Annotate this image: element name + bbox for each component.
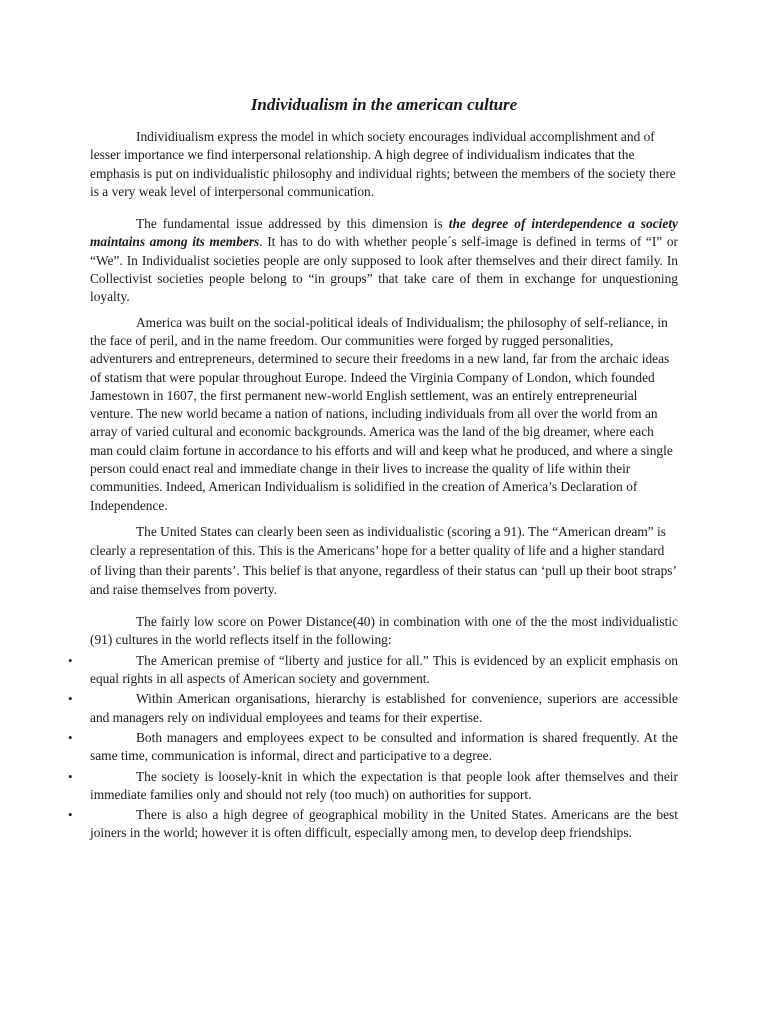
list-item — [68, 806, 678, 843]
list-item-text: Both managers and employees expect to be consulted and information is shared frequently. At the same time, communication is informal, direct and participative to a degree. — [90, 729, 678, 764]
paragraph-america-history: America was built on the social-political ideals of Individualism; the philosophy of self-reliance, in the face of peril, and in the name freedom. Our communities were forged by rugged personalities, adventurers and entrepreneurs, determined to secure their freedoms in a new land, far from the archaic ideas of statism that were popular throughout Europe. Indeed the Virginia Company of London, which founded Jamestown in 1607, the first permanent new-world English settlement, was an entirely entrepreneurial venture. The new world became a nation of nations, including individuals from all over the world from an array of varied cultural and economic backgrounds. America was the land of the big dreamer, where each man could claim fortune in accordance to his efforts and will and keep what he produced, and where a single person could enact real and immediate change in their lives to increase the quality of life within their communities. Indeed, American Individualism is solidified in the creation of America’s Declaration of Independence. — [90, 314, 673, 513]
bullet-list — [68, 652, 678, 843]
list-item — [68, 768, 678, 805]
list-item — [68, 690, 678, 727]
bullet-icon: • — [68, 652, 73, 668]
paragraph-fundamental-issue — [90, 215, 678, 306]
list-item-text: Within American organisations, hierarchy is established for convenience, superiors are accessible and managers rely on individual employees and teams for their expertise. — [90, 691, 678, 725]
emphasized-phrase: the degree of interdependence a society maintains among its members — [90, 216, 678, 250]
paragraph-text: . It has to do with whether people´s self-image is defined in terms of “I” or “We”. In Individualist societies people are only supposed to look after themselves and their direct family. In Collectivist societies people belong to “in groups” that take care of them in exchange for unquestioning loyalty. — [90, 234, 678, 305]
bullet-icon: • — [68, 729, 73, 745]
bullet-icon: • — [68, 691, 73, 707]
list-item-text: There is also a high degree of geographical mobility in the United States. Americans are the best joiners in the world; however it is often difficult, especially among men, to develop deep friendships. — [90, 807, 678, 841]
paragraph-power-distance: The fairly low score on Power Distance(40) in combination with one of the the most individualistic (91) cultures in the world reflects itself in the following: — [90, 614, 678, 648]
list-item-text: The American premise of “liberty and justice for all.” This is evidenced by an explicit emphasis on equal rights in all aspects of American society and government. — [90, 652, 678, 687]
paragraph-american-dream: The United States can clearly been seen as individualistic (scoring a 91). The “American dream” is clearly a representation of this. This is the Americans’ hope for a better quality of life and a higher standard of living than their parents’. This belief is that anyone, regardless of their status can ‘pull up their boot straps’ and raise themselves from poverty. — [90, 523, 676, 597]
bullet-icon: • — [68, 768, 73, 784]
list-item-text: The society is loosely-knit in which the expectation is that people look after themselves and their immediate families only and should not rely (too much) on authorities for support. — [90, 768, 678, 802]
document-page — [68, 0, 678, 843]
paragraph-definition: Individiualism express the model in which society encourages individual accomplishment and of lesser importance we find interpersonal relationship. A high degree of individualism indicates that the emphasis is put on individualistic philosophy and individual rights; between the members of the society there is a very weak level of interpersonal communication. — [90, 129, 676, 199]
list-item — [68, 652, 678, 689]
bullet-icon: • — [68, 807, 73, 823]
paragraph-text: The fundamental issue addressed by this dimension is — [136, 216, 449, 232]
list-item — [68, 729, 678, 766]
document-title: Individualism in the american culture — [250, 95, 518, 114]
